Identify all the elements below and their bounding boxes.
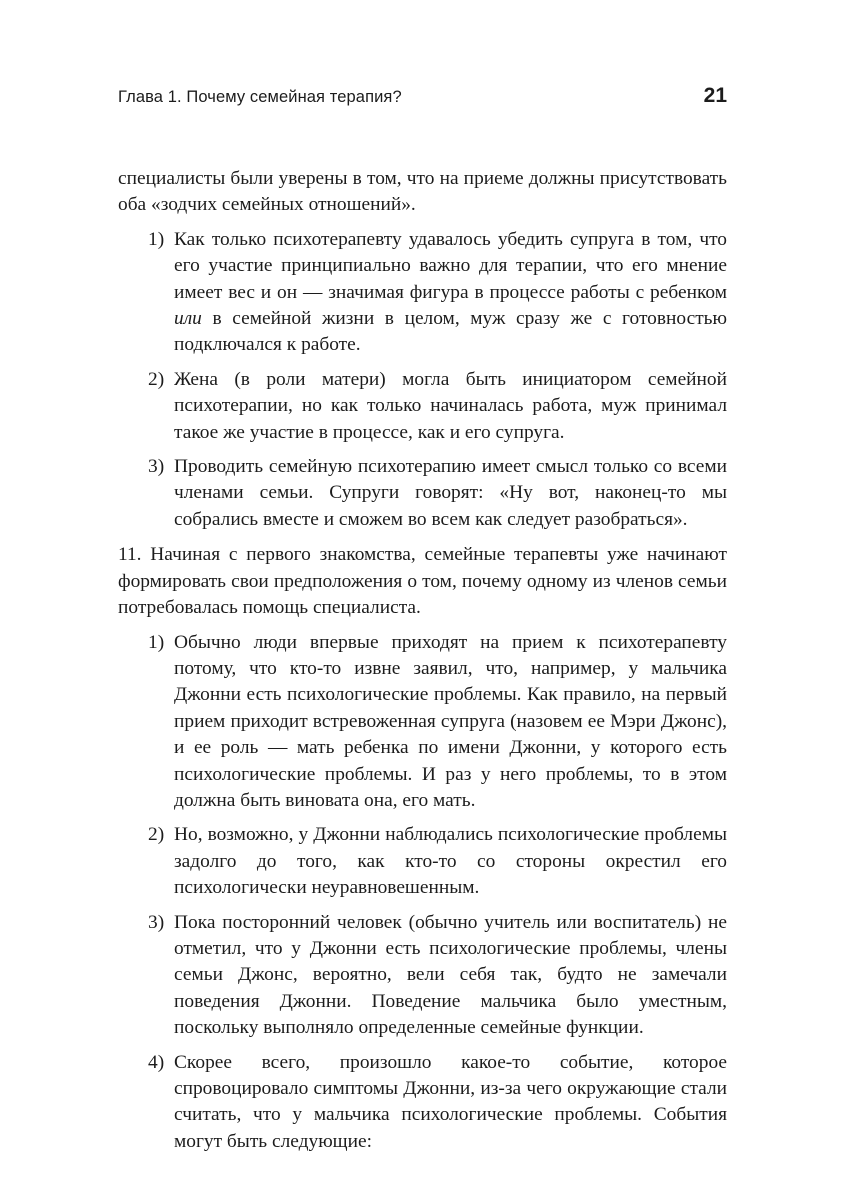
list-item-text: Но, возможно, у Джонни наблюдались психологические проблемы задолго до того, как кто-то со стороны окрестил его психологически неуравновешенным.: [174, 824, 727, 899]
list-item-text: Жена (в роли матери) могла быть инициатором семейной психотерапии, но как только начиналась работа, муж принимал такое же участие в процессе, как и его супруга.: [174, 368, 727, 443]
list-marker: 3): [148, 456, 165, 478]
list-item: [118, 367, 727, 446]
list-marker: 1): [148, 631, 165, 653]
emphasis-word: или: [174, 308, 202, 330]
list-marker: 3): [148, 911, 165, 933]
page-number: 21: [703, 84, 727, 107]
list-item: [118, 910, 727, 1042]
list-item-text: Проводить семейную психотерапию имеет смысл только со всеми членами семьи. Супруги говорят: «Ну вот, наконец-то мы собрались вместе и сможем во всем как следует разобраться».: [174, 456, 727, 530]
list-marker: 2): [148, 368, 165, 390]
chapter-title: Глава 1. Почему семейная терапия?: [118, 88, 402, 106]
list-item-text: Скорее всего, произошло какое-то событие, которое спровоцировало симптомы Джонни, из-за чего окружающие стали считать, что у мальчика психологические проблемы. События могут быть следующие:: [174, 1051, 727, 1152]
list-item-text: Пока посторонний человек (обычно учитель или воспитатель) не отметил, что у Джонни есть психологические проблемы, члены семьи Джонс, вероятно, вели себя так, будто не замечали поведения Джонни. Поведение мальчика было уместным, поскольку выполняло определенные семейные функции.: [174, 911, 727, 1039]
list-item: [118, 454, 727, 533]
list-item: [118, 227, 727, 359]
page-body: [118, 166, 727, 1155]
running-header: [118, 84, 727, 114]
list-item: [118, 1050, 727, 1156]
list-item-text: Обычно люди впервые приходят на прием к психотерапевту потому, что кто-то извне заявил, что, например, у мальчика Джонни есть психологические проблемы. Как правило, на первый прием приходит встревоженная супруга (назовем ее Мэри Джонс), и ее роль — мать ребенка по имени Джонни, у которого есть психологические проблемы. И раз у него проблемы, то в этом должна быть виновата она, его мать.: [174, 631, 727, 811]
list-item: [118, 630, 727, 815]
list-item-text-continued: в семейной жизни в целом, муж сразу же с готовностью подключался к работе.: [174, 308, 727, 356]
list-item: [118, 822, 727, 901]
list-marker: 2): [148, 824, 165, 846]
list-marker: 1): [148, 228, 165, 250]
point-11-paragraph: 11. Начиная с первого знакомства, семейные терапевты уже начинают формировать свои предположения о том, почему одному из членов семьи потребовалась помощь специалиста.: [118, 544, 727, 619]
intro-paragraph: специалисты были уверены в том, что на приеме должны присутствовать оба «зодчих семейных отношений».: [118, 168, 727, 216]
list-item-text: Как только психотерапевту удавалось убедить супруга в том, что его участие принципиально важно для терапии, что его мнение имеет вес и он — значимая фигура в процессе работы с ребенком: [174, 228, 727, 303]
list-marker: 4): [148, 1051, 165, 1073]
